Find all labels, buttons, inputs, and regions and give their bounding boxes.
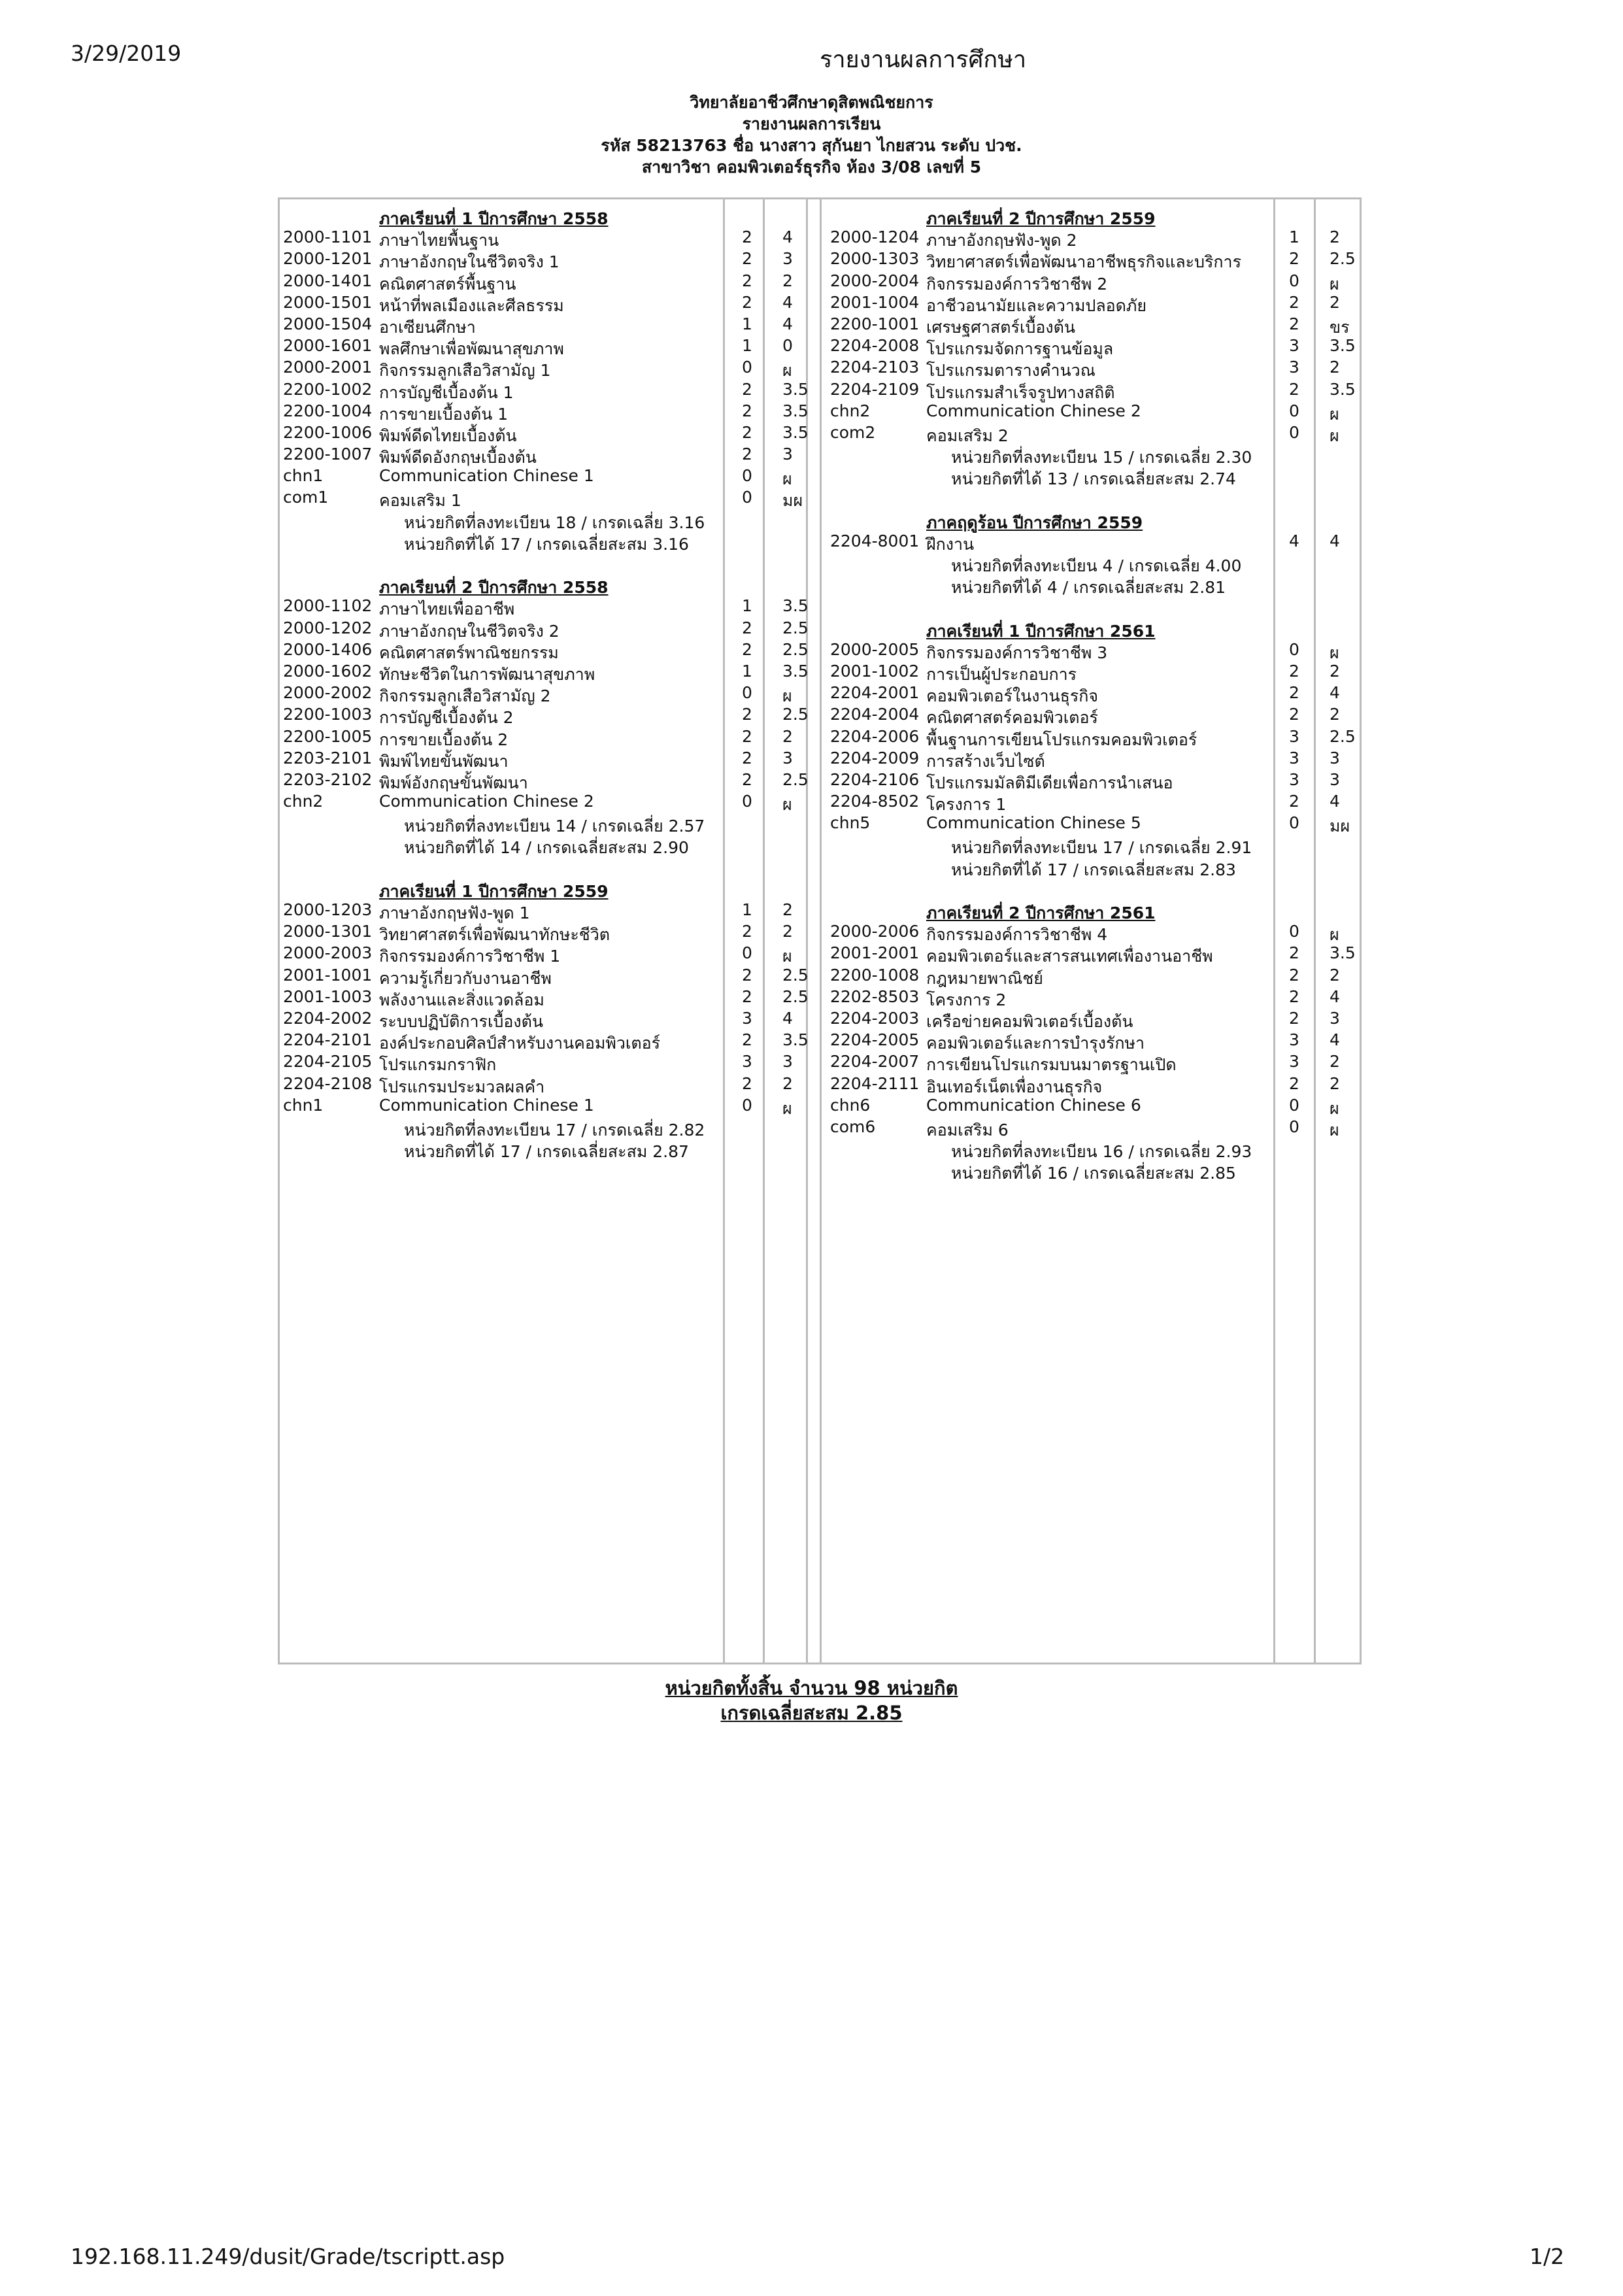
course-name: โปรแกรมกราฟิก: [379, 1055, 497, 1075]
grade: 2: [1330, 705, 1340, 724]
course-code: chn1: [283, 1095, 324, 1115]
grade: 2: [1330, 965, 1340, 985]
print-url: 192.168.11.249/dusit/Grade/tscriptt.asp: [71, 2244, 505, 2269]
credit: 2: [742, 271, 752, 290]
course-code: 2204-2101: [283, 1030, 373, 1050]
grade: มผ: [1330, 817, 1350, 836]
grade: 2: [782, 726, 793, 746]
grade: ผ: [1330, 1098, 1339, 1118]
grade: 3: [782, 249, 793, 269]
grade: ผ: [1330, 426, 1339, 445]
course-name: ภาษาอังกฤษในชีวิตจริง 2: [379, 621, 560, 641]
grade: 2: [782, 271, 793, 290]
semester-title: ภาคฤดูร้อน ปีการศึกษา 2559: [926, 513, 1143, 532]
credit: 0: [742, 683, 752, 703]
credit: 2: [742, 422, 752, 442]
grade: 3: [782, 1052, 793, 1072]
total-credits: หน่วยกิตทั้งสิ้น จำนวน 98 หน่วยกิต: [665, 1677, 958, 1699]
course-code: 2204-2009: [830, 748, 920, 768]
course-name: โปรแกรมประมวลผลคำ: [379, 1077, 545, 1096]
course-code: 2000-1406: [283, 639, 373, 659]
credit: 0: [1289, 813, 1299, 833]
semester-title: ภาคเรียนที่ 2 ปีการศึกษา 2559: [926, 209, 1156, 228]
grade: 3.5: [1330, 336, 1356, 356]
course-code: 2000-1101: [283, 228, 373, 247]
grade: 2.5: [782, 965, 809, 985]
course-name: การบัญชีเบื้องต้น 1: [379, 382, 514, 402]
credit: 0: [1289, 1095, 1299, 1115]
grade: ขร: [1330, 317, 1350, 337]
credit: 1: [742, 314, 752, 333]
course-code: 2000-1301: [283, 922, 373, 941]
course-name: คณิตศาสตร์พื้นฐาน: [379, 274, 516, 294]
course-name: อาเซียนศึกษา: [379, 317, 476, 337]
summary-text: หน่วยกิตที่ลงทะเบียน 18 / เกรดเฉลี่ย 3.16: [404, 513, 705, 532]
credit: 2: [1289, 292, 1299, 312]
course-name: การขายเบื้องต้น 2: [379, 730, 509, 749]
course-code: chn5: [830, 813, 871, 833]
credit: 0: [742, 943, 752, 963]
semester-title: ภาคเรียนที่ 2 ปีการศึกษา 2558: [379, 578, 609, 598]
course-name: Communication Chinese 2: [379, 792, 594, 811]
grade: 3.5: [782, 1030, 809, 1050]
course-code: 2202-8503: [830, 987, 920, 1006]
program-info: สาขาวิชา คอมพิวเตอร์ธุรกิจ ห้อง 3/08 เลขที่ 5: [641, 158, 982, 177]
grade: 2: [1330, 228, 1340, 247]
grade: ผ: [782, 1098, 792, 1118]
credit: 2: [742, 1073, 752, 1093]
grade: ผ: [782, 795, 792, 815]
grade: ผ: [782, 947, 792, 966]
course-code: 2204-2001: [830, 683, 920, 703]
credit: 0: [742, 358, 752, 377]
course-code: 2000-2004: [830, 271, 920, 290]
grade: ผ: [782, 469, 792, 489]
course-name: พิมพ์ดีดไทยเบื้องต้น: [379, 426, 517, 445]
credit: 2: [1289, 379, 1299, 399]
credit: 2: [1289, 314, 1299, 333]
cumulative-gpa: เกรดเฉลี่ยสะสม 2.85: [720, 1702, 903, 1724]
course-code: 2204-2006: [830, 726, 920, 746]
grade: 2.5: [782, 639, 809, 659]
credit: 2: [742, 769, 752, 789]
credit: 1: [1289, 228, 1299, 247]
course-name: ภาษาอังกฤษในชีวิตจริง 1: [379, 252, 560, 272]
credit: 0: [742, 1095, 752, 1115]
course-code: 2204-8001: [830, 531, 920, 550]
grade: 3.5: [782, 401, 809, 420]
course-name: คอมเสริม 1: [379, 491, 461, 511]
course-name: พิมพ์ไทยขั้นพัฒนา: [379, 751, 509, 771]
grade: 2: [782, 922, 793, 941]
grade: 2.5: [782, 618, 809, 637]
credit: 2: [742, 965, 752, 985]
course-code: 2001-1001: [283, 965, 373, 985]
course-name: Communication Chinese 1: [379, 466, 594, 486]
course-code: 2000-1202: [283, 618, 373, 637]
student-info: รหัส 58213763 ชื่อ นางสาว สุกันยา ไกยสวน ระดับ ปวช.: [601, 136, 1022, 155]
credit: 3: [1289, 1052, 1299, 1072]
print-date: 3/29/2019: [71, 41, 182, 66]
credit: 2: [1289, 249, 1299, 269]
summary-text: หน่วยกิตที่ได้ 13 / เกรดเฉลี่ยสะสม 2.74: [951, 469, 1236, 489]
credit: 2: [742, 922, 752, 941]
course-name: ภาษาไทยเพื่ออาชีพ: [379, 599, 515, 619]
credit: 2: [1289, 965, 1299, 985]
credit: 2: [742, 618, 752, 637]
course-name: เครือข่ายคอมพิวเตอร์เบื้องต้น: [926, 1011, 1133, 1031]
summary-text: หน่วยกิตที่ลงทะเบียน 17 / เกรดเฉลี่ย 2.82: [404, 1120, 705, 1140]
course-code: 2204-2106: [830, 769, 920, 789]
course-code: 2204-2105: [283, 1052, 373, 1072]
course-code: 2000-1602: [283, 661, 373, 681]
summary-text: หน่วยกิตที่ได้ 4 / เกรดเฉลี่ยสะสม 2.81: [951, 578, 1226, 598]
course-code: 2200-1007: [283, 445, 373, 464]
course-name: ฝึกงาน: [926, 534, 975, 554]
course-name: โครงการ 1: [926, 795, 1007, 815]
grade: 2: [782, 900, 793, 919]
course-name: คอมพิวเตอร์และสารสนเทศเพื่องานอาชีพ: [926, 947, 1213, 966]
summary-text: หน่วยกิตที่ได้ 17 / เกรดเฉลี่ยสะสม 3.16: [404, 534, 689, 554]
grade: มผ: [782, 491, 803, 511]
grade: ผ: [782, 361, 792, 380]
course-name: หน้าที่พลเมืองและศีลธรรม: [379, 295, 564, 315]
grade: ผ: [1330, 274, 1339, 294]
left-grade-divider: [763, 199, 765, 1663]
credit: 2: [1289, 987, 1299, 1006]
course-name: พื้นฐานการเขียนโปรแกรมคอมพิวเตอร์: [926, 730, 1197, 749]
course-code: 2200-1006: [283, 422, 373, 442]
course-code: 2000-1204: [830, 228, 920, 247]
credit: 2: [1289, 661, 1299, 681]
course-name: กิจกรรมองค์การวิชาชีพ 2: [926, 274, 1108, 294]
grade: ผ: [1330, 1120, 1339, 1140]
course-name: คอมพิวเตอร์และการบำรุงรักษา: [926, 1034, 1145, 1053]
course-name: อินเทอร์เน็ตเพื่องานธุรกิจ: [926, 1077, 1103, 1096]
semester-title: ภาคเรียนที่ 2 ปีการศึกษา 2561: [926, 903, 1156, 922]
course-name: คอมเสริม 6: [926, 1120, 1009, 1140]
credit: 2: [742, 705, 752, 724]
course-name: ภาษาอังกฤษฟัง-พูด 1: [379, 903, 530, 922]
course-name: Communication Chinese 1: [379, 1095, 594, 1115]
course-name: โปรแกรมสำเร็จรูปทางสถิติ: [926, 382, 1115, 402]
credit: 1: [742, 596, 752, 616]
credit: 2: [742, 748, 752, 768]
grade: 2: [1330, 1052, 1340, 1072]
credit: 2: [742, 639, 752, 659]
course-name: คณิตศาสตร์พาณิชยกรรม: [379, 643, 559, 662]
course-name: Communication Chinese 6: [926, 1095, 1141, 1115]
course-name: คอมพิวเตอร์ในงานธุรกิจ: [926, 686, 1099, 706]
course-name: เศรษฐศาสตร์เบื้องต้น: [926, 317, 1075, 337]
course-code: 2000-1501: [283, 292, 373, 312]
course-code: 2000-1401: [283, 271, 373, 290]
grade: 3: [1330, 1008, 1340, 1028]
course-code: 2204-2007: [830, 1052, 920, 1072]
course-name: วิทยาศาสตร์เพื่อพัฒนาอาชีพธุรกิจและบริการ: [926, 252, 1241, 272]
credit: 3: [742, 1008, 752, 1028]
credit: 0: [742, 488, 752, 507]
grade: 4: [782, 314, 793, 333]
grade: 3: [782, 445, 793, 464]
credit: 3: [1289, 748, 1299, 768]
credit: 0: [1289, 1117, 1299, 1136]
column-divider-b: [820, 199, 822, 1663]
grade: 2.5: [782, 987, 809, 1006]
grade: 2.5: [1330, 249, 1356, 269]
course-name: คอมเสริม 2: [926, 426, 1009, 445]
summary-text: หน่วยกิตที่ลงทะเบียน 4 / เกรดเฉลี่ย 4.00: [951, 556, 1242, 575]
course-code: chn1: [283, 466, 324, 486]
grade: 4: [782, 228, 793, 247]
credit: 2: [742, 401, 752, 420]
course-code: 2200-1005: [283, 726, 373, 746]
course-name: การขายเบื้องต้น 1: [379, 404, 509, 424]
grade: 2.5: [782, 705, 809, 724]
right-credit-divider: [1273, 199, 1275, 1663]
course-name: ภาษาไทยพื้นฐาน: [379, 231, 499, 250]
grade: ผ: [1330, 643, 1339, 662]
course-name: พิมพ์ดีดอังกฤษเบื้องต้น: [379, 448, 537, 467]
semester-title: ภาคเรียนที่ 1 ปีการศึกษา 2561: [926, 621, 1156, 641]
course-code: 2000-1102: [283, 596, 373, 616]
credit: 2: [1289, 792, 1299, 811]
semester-title: ภาคเรียนที่ 1 ปีการศึกษา 2559: [379, 881, 609, 901]
course-code: 2000-2002: [283, 683, 373, 703]
totals: [0, 1676, 1623, 1725]
course-code: 2200-1003: [283, 705, 373, 724]
course-code: 2203-2102: [283, 769, 373, 789]
credit: 2: [742, 987, 752, 1006]
grade: ผ: [1330, 404, 1339, 424]
course-name: พลศึกษาเพื่อพัฒนาสุขภาพ: [379, 339, 564, 359]
course-code: 2200-1008: [830, 965, 920, 985]
course-code: chn6: [830, 1095, 871, 1115]
course-name: ภาษาอังกฤษฟัง-พูด 2: [926, 231, 1077, 250]
course-code: 2200-1002: [283, 379, 373, 399]
credit: 3: [1289, 726, 1299, 746]
credit: 3: [1289, 1030, 1299, 1050]
credit: 1: [742, 900, 752, 919]
grade: 2: [1330, 1073, 1340, 1093]
credit: 2: [742, 445, 752, 464]
summary-text: หน่วยกิตที่ลงทะเบียน 17 / เกรดเฉลี่ย 2.91: [951, 838, 1252, 858]
summary-text: หน่วยกิตที่ได้ 17 / เกรดเฉลี่ยสะสม 2.83: [951, 860, 1236, 879]
grade: 4: [782, 1008, 793, 1028]
semester-title: ภาคเรียนที่ 1 ปีการศึกษา 2558: [379, 209, 609, 228]
course-code: chn2: [283, 792, 324, 811]
credit: 2: [742, 249, 752, 269]
course-code: 2204-2003: [830, 1008, 920, 1028]
grade: 3.5: [782, 379, 809, 399]
course-code: 2001-2001: [830, 943, 920, 963]
grade: 2.5: [1330, 726, 1356, 746]
grade: 2: [1330, 292, 1340, 312]
course-name: โปรแกรมจัดการฐานข้อมูล: [926, 339, 1114, 359]
summary-text: หน่วยกิตที่ลงทะเบียน 14 / เกรดเฉลี่ย 2.57: [404, 817, 705, 836]
course-name: พลังงานและสิ่งแวดล้อม: [379, 990, 544, 1009]
grade: 3.5: [1330, 379, 1356, 399]
grade: 3.5: [782, 661, 809, 681]
grade: 4: [1330, 531, 1340, 550]
course-code: 2204-2004: [830, 705, 920, 724]
course-name: กฎหมายพาณิชย์: [926, 968, 1043, 988]
credit: 2: [1289, 705, 1299, 724]
course-code: 2000-2003: [283, 943, 373, 963]
grade: 3.5: [782, 596, 809, 616]
course-name: การเป็นผู้ประกอบการ: [926, 664, 1077, 684]
course-code: 2204-2108: [283, 1073, 373, 1093]
course-code: com2: [830, 422, 876, 442]
grade: ผ: [1330, 925, 1339, 945]
course-name: Communication Chinese 2: [926, 401, 1141, 420]
grade: 2: [782, 1073, 793, 1093]
course-name: องค์ประกอบศิลป์สำหรับงานคอมพิวเตอร์: [379, 1034, 661, 1053]
course-code: 2000-1203: [283, 900, 373, 919]
course-name: ระบบปฏิบัติการเบื้องต้น: [379, 1011, 543, 1031]
course-name: โปรแกรมตารางคำนวณ: [926, 361, 1096, 380]
credit: 0: [742, 466, 752, 486]
grade: 4: [1330, 792, 1340, 811]
course-code: 2000-2001: [283, 358, 373, 377]
course-code: 2204-2005: [830, 1030, 920, 1050]
course-name: กิจกรรมองค์การวิชาชีพ 1: [379, 947, 561, 966]
course-code: 2203-2101: [283, 748, 373, 768]
grade: 2.5: [782, 769, 809, 789]
course-code: 2204-8502: [830, 792, 920, 811]
credit: 2: [1289, 1008, 1299, 1028]
course-code: 2000-1601: [283, 336, 373, 356]
course-name: คณิตศาสตร์คอมพิวเตอร์: [926, 708, 1098, 728]
course-code: 2000-1303: [830, 249, 920, 269]
grade: 3.5: [1330, 943, 1356, 963]
grade: 2: [1330, 661, 1340, 681]
grade: 3: [1330, 748, 1340, 768]
credit: 0: [1289, 922, 1299, 941]
grade: 3: [1330, 769, 1340, 789]
credit: 3: [1289, 336, 1299, 356]
grade: 4: [782, 292, 793, 312]
course-name: การบัญชีเบื้องต้น 2: [379, 708, 514, 728]
left-credit-divider: [723, 199, 725, 1663]
course-code: 2204-2111: [830, 1073, 920, 1093]
course-code: 2000-2006: [830, 922, 920, 941]
credit: 0: [1289, 639, 1299, 659]
course-name: โปรแกรมมัลติมีเดียเพื่อการนำเสนอ: [926, 773, 1173, 792]
summary-text: หน่วยกิตที่ได้ 17 / เกรดเฉลี่ยสะสม 2.87: [404, 1142, 689, 1162]
course-code: chn2: [830, 401, 871, 420]
credit: 0: [1289, 271, 1299, 290]
grade: 3.5: [782, 422, 809, 442]
course-name: กิจกรรมองค์การวิชาชีพ 4: [926, 925, 1108, 945]
course-code: 2204-2008: [830, 336, 920, 356]
course-code: 2001-1004: [830, 292, 920, 312]
course-code: 2000-1201: [283, 249, 373, 269]
course-code: 2204-2103: [830, 358, 920, 377]
credit: 2: [1289, 943, 1299, 963]
grade: 4: [1330, 987, 1340, 1006]
course-name: พิมพ์อังกฤษขั้นพัฒนา: [379, 773, 528, 792]
course-code: 2000-1504: [283, 314, 373, 333]
course-code: 2204-2109: [830, 379, 920, 399]
credit: 1: [742, 336, 752, 356]
page-number: 1/2: [1530, 2244, 1565, 2269]
credit: 2: [742, 726, 752, 746]
credit: 2: [742, 292, 752, 312]
grade: 4: [1330, 683, 1340, 703]
credit: 2: [742, 379, 752, 399]
summary-text: หน่วยกิตที่ได้ 14 / เกรดเฉลี่ยสะสม 2.90: [404, 838, 689, 858]
course-name: วิทยาศาสตร์เพื่อพัฒนาทักษะชีวิต: [379, 925, 611, 945]
course-code: 2001-1002: [830, 661, 920, 681]
grade: 3: [782, 748, 793, 768]
credit: 2: [742, 228, 752, 247]
credit: 0: [1289, 422, 1299, 442]
grade: 4: [1330, 1030, 1340, 1050]
print-title: รายงานผลการศึกษา: [820, 46, 1027, 73]
college-name: วิทยาลัยอาชีวศึกษาดุสิตพณิชยการ: [690, 93, 933, 112]
course-name: กิจกรรมลูกเสือวิสามัญ 1: [379, 361, 551, 380]
credit: 3: [742, 1052, 752, 1072]
credit: 1: [742, 661, 752, 681]
grade: 2: [1330, 358, 1340, 377]
credit: 0: [742, 792, 752, 811]
summary-text: หน่วยกิตที่ได้ 16 / เกรดเฉลี่ยสะสม 2.85: [951, 1164, 1236, 1183]
credit: 2: [1289, 683, 1299, 703]
course-code: 2204-2002: [283, 1008, 373, 1028]
course-name: การสร้างเว็บไซต์: [926, 751, 1045, 771]
summary-text: หน่วยกิตที่ลงทะเบียน 16 / เกรดเฉลี่ย 2.93: [951, 1142, 1252, 1162]
report-header: [0, 92, 1623, 178]
course-name: กิจกรรมลูกเสือวิสามัญ 2: [379, 686, 551, 706]
credit: 0: [1289, 401, 1299, 420]
credit: 2: [1289, 1073, 1299, 1093]
course-name: กิจกรรมองค์การวิชาชีพ 3: [926, 643, 1108, 662]
course-code: 2200-1004: [283, 401, 373, 420]
course-name: ความรู้เกี่ยวกับงานอาชีพ: [379, 968, 552, 988]
course-name: Communication Chinese 5: [926, 813, 1141, 833]
right-grade-divider: [1314, 199, 1316, 1663]
course-code: com1: [283, 488, 329, 507]
grade: 0: [782, 336, 793, 356]
course-code: 2001-1003: [283, 987, 373, 1006]
credit: 3: [1289, 358, 1299, 377]
course-name: อาชีวอนามัยและความปลอดภัย: [926, 295, 1147, 315]
course-code: 2000-2005: [830, 639, 920, 659]
course-code: com6: [830, 1117, 876, 1136]
course-name: การเขียนโปรแกรมบนมาตรฐานเปิด: [926, 1055, 1177, 1075]
course-name: โครงการ 2: [926, 990, 1007, 1009]
credit: 4: [1289, 531, 1299, 550]
credit: 2: [742, 1030, 752, 1050]
credit: 3: [1289, 769, 1299, 789]
summary-text: หน่วยกิตที่ลงทะเบียน 15 / เกรดเฉลี่ย 2.30: [951, 448, 1252, 467]
course-name: ทักษะชีวิตในการพัฒนาสุขภาพ: [379, 664, 595, 684]
grade: ผ: [782, 686, 792, 706]
course-code: 2200-1001: [830, 314, 920, 333]
report-name: รายงานผลการเรียน: [742, 114, 881, 133]
